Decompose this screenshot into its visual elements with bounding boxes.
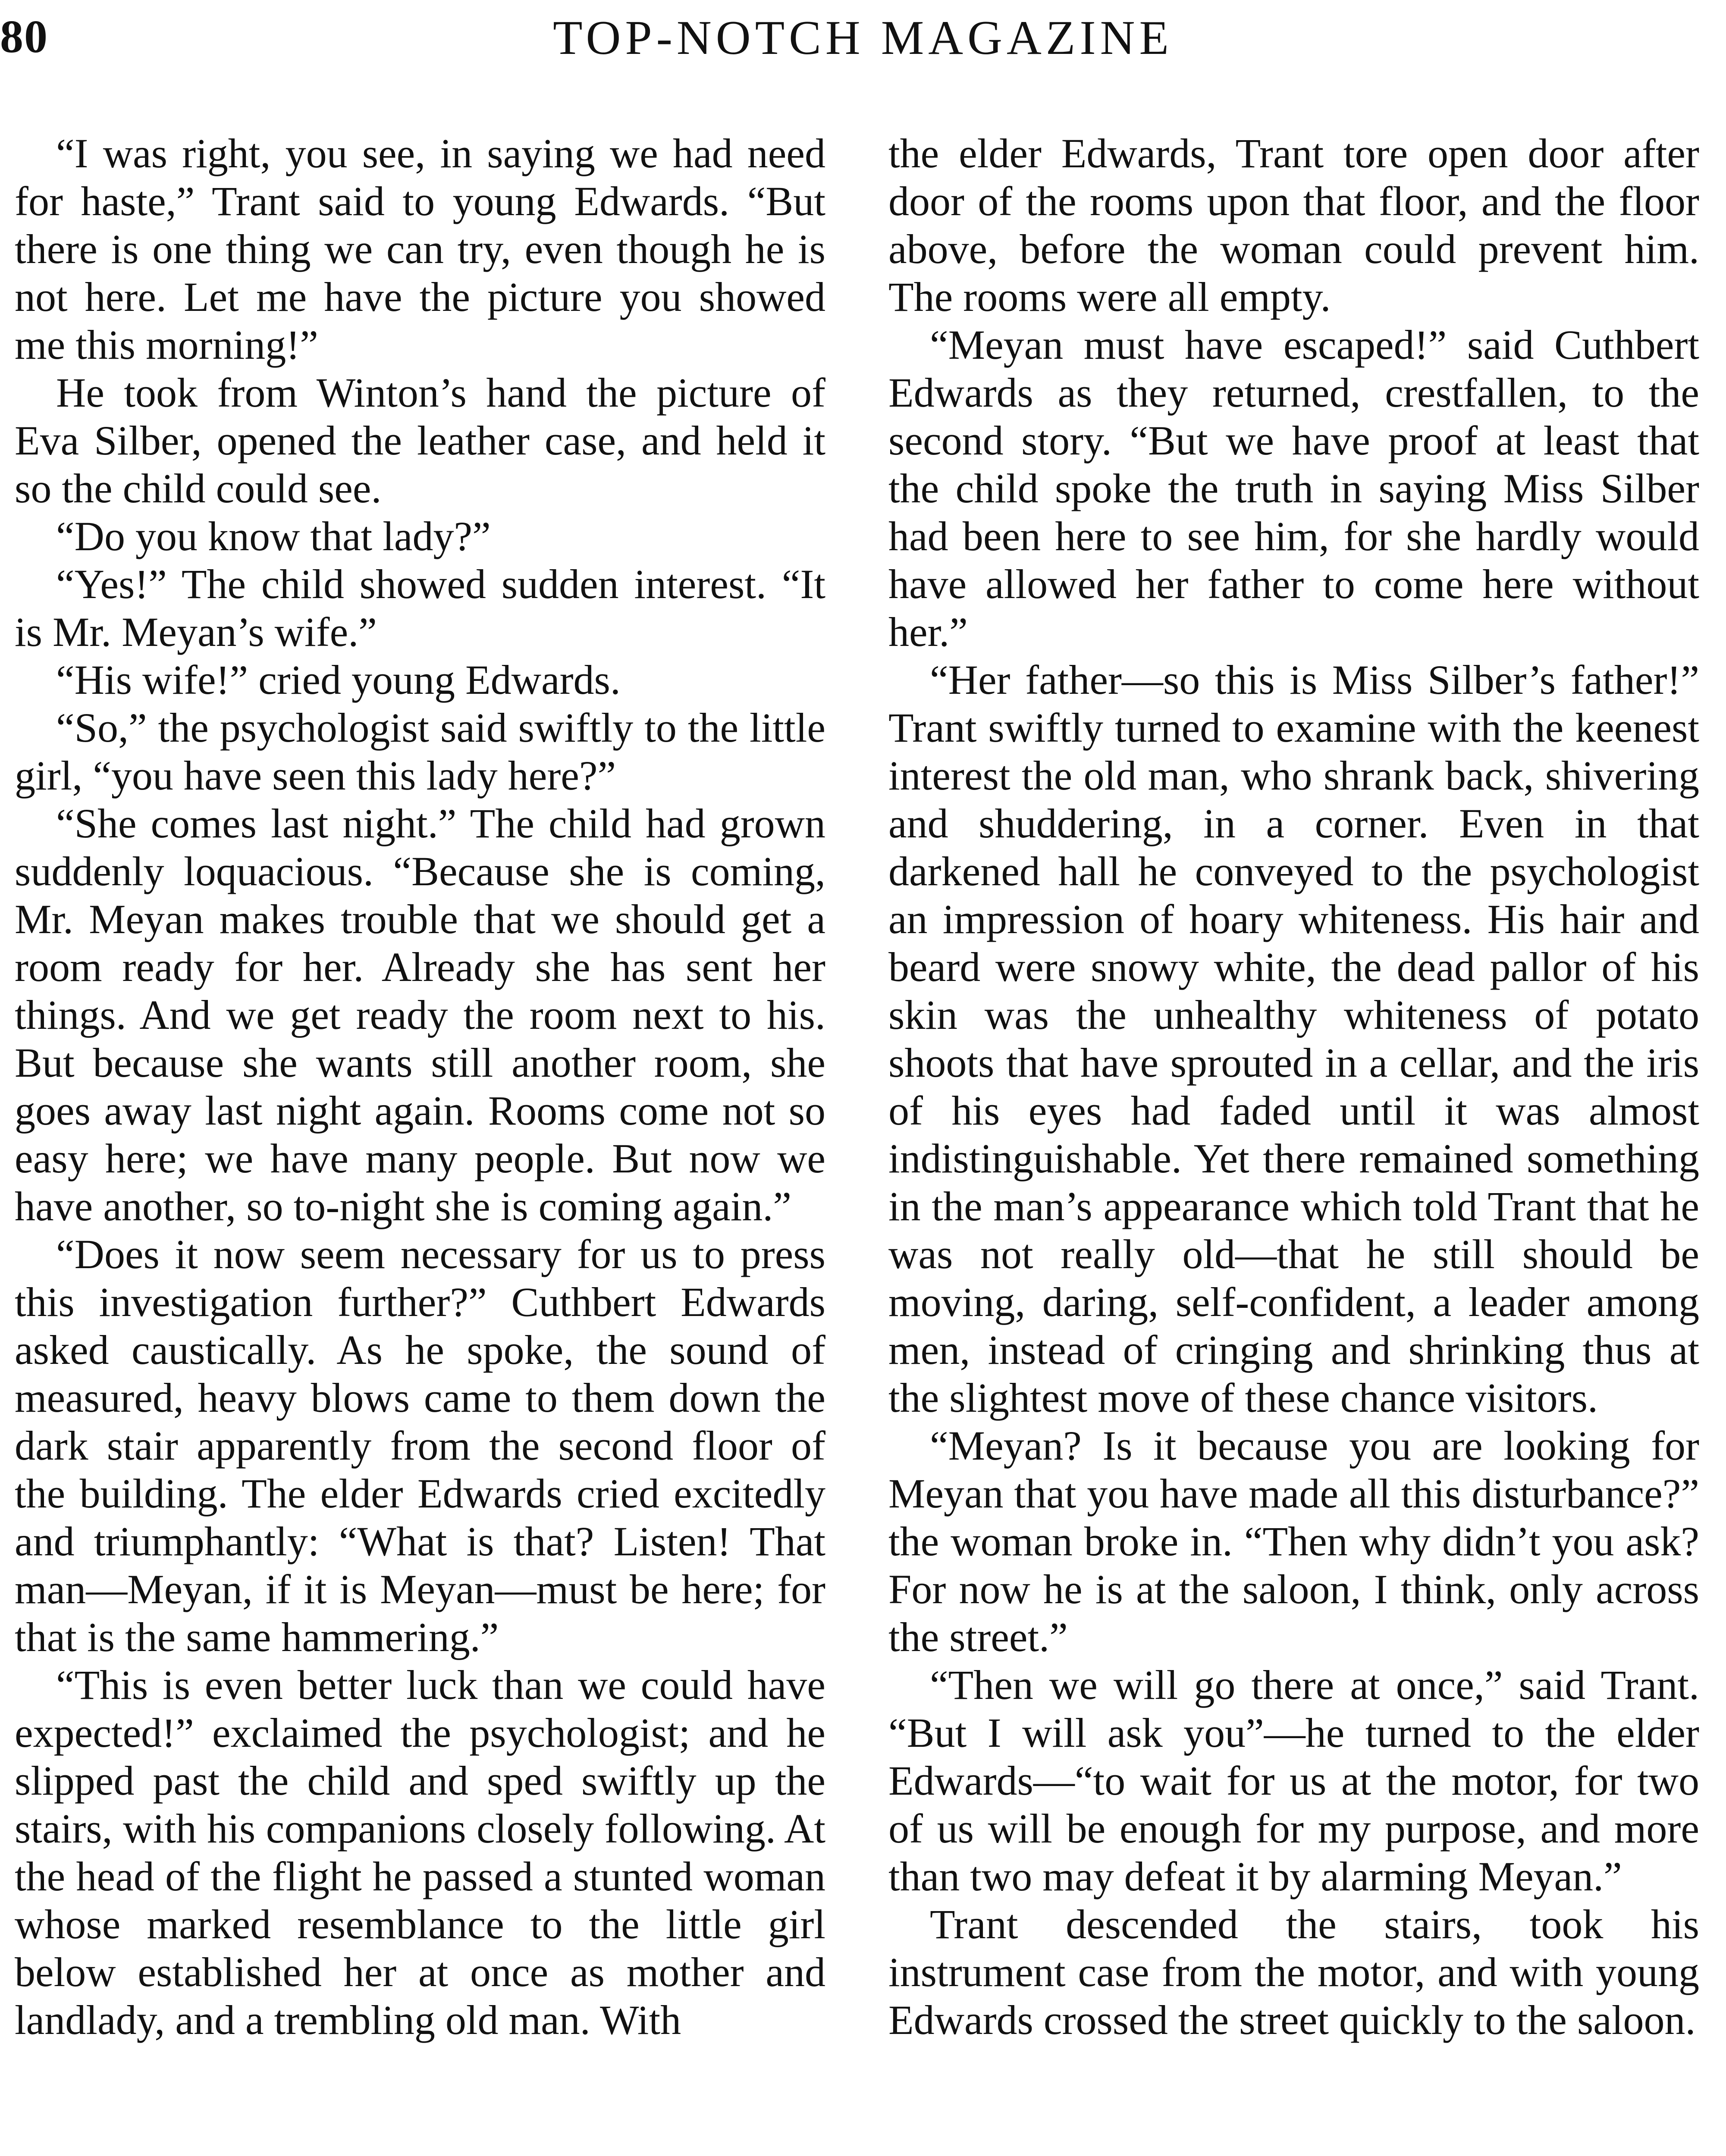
paragraph: “His wife!” cried young Edwards. — [56, 657, 621, 703]
paragraph: “She comes last night.” The child had grown suddenly loquacious. “Because she is coming, Mr. Meyan makes trouble that we should get a room ready for her. Already she has sent her things. And we get ready the room next to his. But because she wants still another room, she goes away last night again. Rooms come not so easy here; we have many people. But now we have another, so to-night she is coming again.” — [15, 800, 825, 1229]
paragraph: “Her father—so this is Miss Silber’s father!” Trant swiftly turned to examine with the keenest interest the old man, who shrank back, shivering and shuddering, in a corner. Even in that darkened hall he conveyed to the psychologist an impression of hoary whiteness. His hair and beard were snowy white, the dead pallor of his skin was the unhealthy whiteness of potato shoots that have sprouted in a cellar, and the iris of his eyes had faded until it was almost indistinguishable. Yet there remained something in the man’s appearance which told Trant that he was not really old—that he still should be moving, daring, self-confident, a leader among men, instead of cringing and shrinking thus at the slightest move of these chance visitors. — [888, 657, 1699, 1421]
paragraph: “This is even better luck than we could have expected!” exclaimed the psychologist; and he slipped past the child and sped swiftly up the stairs, with his companions closely following. At the head of the flight he passed a stunted woman whose marked resemblance to the little girl below established her at once as mother and landlady, and a trembling old man. With — [15, 1662, 825, 2043]
paragraph: “Then we will go there at once,” said Trant. “But I will ask you”—he turned to the elder Edwards—“to wait for us at the motor, for two of us will be enough for my purpose, and more than two may defeat it by alarming Meyan.” — [888, 1662, 1699, 1899]
paragraph: He took from Winton’s hand the picture of Eva Silber, opened the leather case, and held it so the child could see. — [15, 370, 825, 511]
page-number: 80 — [0, 11, 48, 63]
left-column — [15, 129, 825, 2044]
paragraph: “Meyan must have escaped!” said Cuthbert Edwards as they returned, crestfallen, to the second story. “But we have proof at least that the child spoke the truth in saying Miss Silber had been here to see him, for she hardly would have allowed her father to come here without her.” — [888, 322, 1699, 655]
right-column — [888, 129, 1699, 2044]
continued-paragraph: the elder Edwards, Trant tore open door after door of the rooms upon that floor, and the floor above, before the woman could prevent him. The rooms were all empty. — [888, 130, 1699, 320]
paragraph: “Yes!” The child showed sudden interest. “It is Mr. Meyan’s wife.” — [15, 561, 825, 655]
paragraph: “Does it now seem necessary for us to press this investigation further?” Cuthbert Edwards asked caustically. As he spoke, the sound of measured, heavy blows came to them down the dark stair apparently from the second floor of the building. The elder Edwards cried excitedly and triumphantly: “What is that? Listen! That man—Meyan, if it is Meyan—must be here; for that is the same hammering.” — [15, 1231, 825, 1660]
paragraph: Trant descended the stairs, took his instrument case from the motor, and with young Edwards crossed the street quickly to the saloon. — [888, 1901, 1699, 2043]
running-title: TOP-NOTCH MAGAZINE — [553, 11, 1173, 65]
paragraph: “Do you know that lady?” — [56, 513, 491, 559]
paragraph: “Meyan? Is it because you are looking for Meyan that you have made all this disturbance?” the woman broke in. “Then why didn’t you ask? For now he is at the saloon, I think, only across the street.” — [888, 1423, 1699, 1660]
paragraph: “So,” the psychologist said swiftly to the little girl, “you have seen this lady here?” — [15, 705, 825, 799]
paragraph: “I was right, you see, in saying we had need for haste,” Trant said to young Edwards. “But there is one thing we can try, even though he is not here. Let me have the picture you showed me this morning!” — [15, 130, 825, 368]
